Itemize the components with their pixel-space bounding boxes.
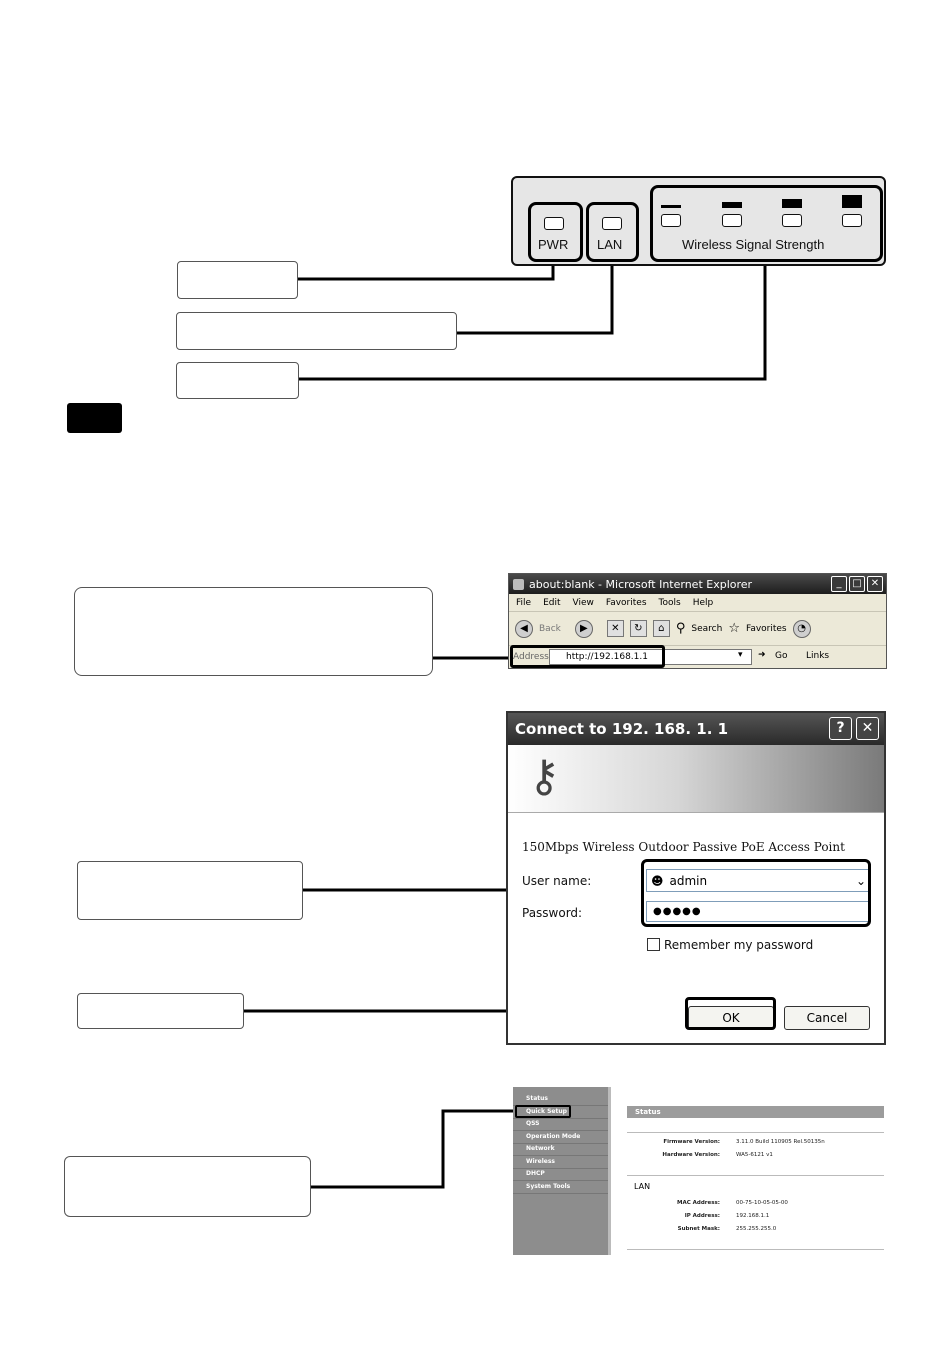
wireless-led-3 bbox=[782, 214, 802, 227]
browser-toolbar bbox=[509, 612, 886, 646]
divider bbox=[627, 1175, 884, 1176]
sidebar-item-quick-setup[interactable]: Quick Setup bbox=[513, 1106, 608, 1119]
login-dialog-title-bar bbox=[508, 713, 884, 745]
minimize-icon[interactable]: _ bbox=[831, 576, 847, 592]
wireless-led-2 bbox=[722, 214, 742, 227]
login-realm: 150Mbps Wireless Outdoor Passive PoE Access Point bbox=[522, 840, 845, 854]
firmware-value: 3.11.0 Build 110905 Rel.50135n bbox=[736, 1139, 825, 1145]
search-button[interactable]: Search bbox=[691, 623, 723, 634]
forward-arrow-icon[interactable]: ▶ bbox=[575, 620, 593, 638]
callout-wireless bbox=[176, 362, 299, 399]
password-value: ●●●●● bbox=[653, 906, 702, 917]
go-button[interactable]: Go bbox=[775, 651, 788, 661]
cancel-button[interactable]: Cancel bbox=[784, 1006, 870, 1030]
led-panel bbox=[511, 176, 886, 266]
divider bbox=[627, 1249, 884, 1250]
callout-ok bbox=[77, 993, 244, 1029]
browser-menu-bar bbox=[509, 594, 886, 612]
username-label: User name: bbox=[522, 874, 592, 888]
lan-heading: LAN bbox=[634, 1182, 651, 1191]
hardware-value: WA5-6121 v1 bbox=[736, 1152, 773, 1158]
ie-icon bbox=[513, 579, 524, 590]
firmware-label: Firmware Version: bbox=[663, 1139, 720, 1145]
subnet-value: 255.255.255.0 bbox=[736, 1226, 777, 1232]
sidebar-item-network[interactable]: Network bbox=[513, 1143, 608, 1156]
browser-title: about:blank - Microsoft Internet Explorer bbox=[529, 577, 753, 591]
ip-value: 192.168.1.1 bbox=[736, 1213, 770, 1219]
keys-icon: ⚷ bbox=[528, 751, 561, 802]
wireless-led-group bbox=[650, 185, 883, 262]
sidebar-item-dhcp[interactable]: DHCP bbox=[513, 1168, 608, 1181]
pwr-label: PWR bbox=[538, 237, 569, 252]
signal-bar-3 bbox=[782, 199, 802, 208]
close-icon[interactable]: ✕ bbox=[856, 717, 879, 740]
sidebar-item-qss[interactable]: QSS bbox=[513, 1118, 608, 1131]
refresh-icon[interactable]: ↻ bbox=[630, 620, 647, 637]
address-label: Address bbox=[513, 652, 549, 662]
callout-lan bbox=[176, 312, 457, 350]
sidebar-item-system-tools[interactable]: System Tools bbox=[513, 1181, 608, 1194]
history-icon[interactable]: ◔ bbox=[793, 620, 811, 638]
callout-quick-setup bbox=[64, 1156, 311, 1217]
divider bbox=[627, 1132, 884, 1133]
links-label[interactable]: Links bbox=[806, 651, 830, 661]
favorites-star-icon[interactable]: ☆ bbox=[728, 621, 740, 636]
remember-label[interactable]: Remember my password bbox=[664, 938, 814, 952]
address-highlight bbox=[510, 645, 665, 668]
remember-checkbox[interactable] bbox=[647, 938, 660, 951]
callout-pwr bbox=[177, 261, 298, 299]
username-dropdown-icon[interactable]: ⌄ bbox=[855, 873, 866, 888]
callout-address bbox=[74, 587, 433, 676]
menu-help[interactable]: Help bbox=[692, 597, 714, 608]
pwr-led bbox=[544, 217, 564, 230]
password-label: Password: bbox=[522, 906, 583, 920]
credentials-highlight bbox=[641, 859, 871, 927]
login-dialog-title: Connect to 192. 168. 1. 1 bbox=[515, 720, 729, 738]
back-button[interactable]: Back bbox=[539, 623, 561, 634]
sidebar-item-operation-mode[interactable]: Operation Mode bbox=[513, 1131, 608, 1144]
go-icon[interactable]: ➜ bbox=[758, 650, 766, 660]
ok-highlight bbox=[685, 997, 776, 1030]
menu-view[interactable]: View bbox=[572, 597, 594, 608]
menu-edit[interactable]: Edit bbox=[543, 597, 561, 608]
back-arrow-icon[interactable]: ◀ bbox=[515, 620, 533, 638]
lan-led bbox=[602, 217, 622, 230]
pwr-led-group bbox=[528, 202, 583, 262]
signal-bar-2 bbox=[722, 202, 742, 208]
mac-label: MAC Address: bbox=[676, 1200, 720, 1206]
ip-label: IP Address: bbox=[684, 1213, 720, 1219]
ok-button[interactable]: OK bbox=[688, 1006, 774, 1030]
search-icon[interactable]: ⚲ bbox=[675, 621, 686, 636]
wireless-led-4 bbox=[842, 214, 862, 227]
sidebar-item-wireless[interactable]: Wireless bbox=[513, 1156, 608, 1169]
lan-led-group bbox=[586, 202, 639, 262]
lan-label: LAN bbox=[597, 237, 623, 252]
signal-bar-1 bbox=[661, 205, 681, 208]
menu-favorites[interactable]: Favorites bbox=[605, 597, 647, 608]
close-icon[interactable]: ✕ bbox=[867, 576, 883, 592]
wireless-label: Wireless Signal Strength bbox=[682, 237, 825, 252]
signal-bar-4 bbox=[842, 195, 862, 208]
user-icon: ☻ bbox=[651, 873, 664, 888]
quick-setup-highlight bbox=[515, 1105, 571, 1118]
menu-tools[interactable]: Tools bbox=[658, 597, 681, 608]
browser-title-bar bbox=[509, 574, 886, 594]
note-tag bbox=[67, 403, 122, 433]
login-banner bbox=[508, 745, 884, 813]
status-header: Status bbox=[627, 1106, 884, 1118]
subnet-label: Subnet Mask: bbox=[677, 1226, 720, 1232]
home-icon[interactable]: ⌂ bbox=[653, 620, 670, 637]
favorites-button[interactable]: Favorites bbox=[745, 623, 787, 634]
address-input[interactable]: http://192.168.1.1 bbox=[549, 649, 752, 665]
wireless-led-1 bbox=[661, 214, 681, 227]
stop-icon[interactable]: ✕ bbox=[607, 620, 624, 637]
help-icon[interactable]: ? bbox=[829, 717, 852, 740]
hardware-label: Hardware Version: bbox=[662, 1152, 720, 1158]
address-dropdown-icon[interactable]: ▾ bbox=[738, 650, 743, 660]
mac-value: 00-75-10-05-05-00 bbox=[736, 1200, 788, 1206]
username-value: admin bbox=[669, 873, 708, 888]
maximize-icon[interactable]: □ bbox=[849, 576, 865, 592]
sidebar-item-status[interactable]: Status bbox=[513, 1093, 608, 1106]
menu-file[interactable]: File bbox=[516, 597, 532, 608]
callout-credentials bbox=[77, 861, 303, 920]
